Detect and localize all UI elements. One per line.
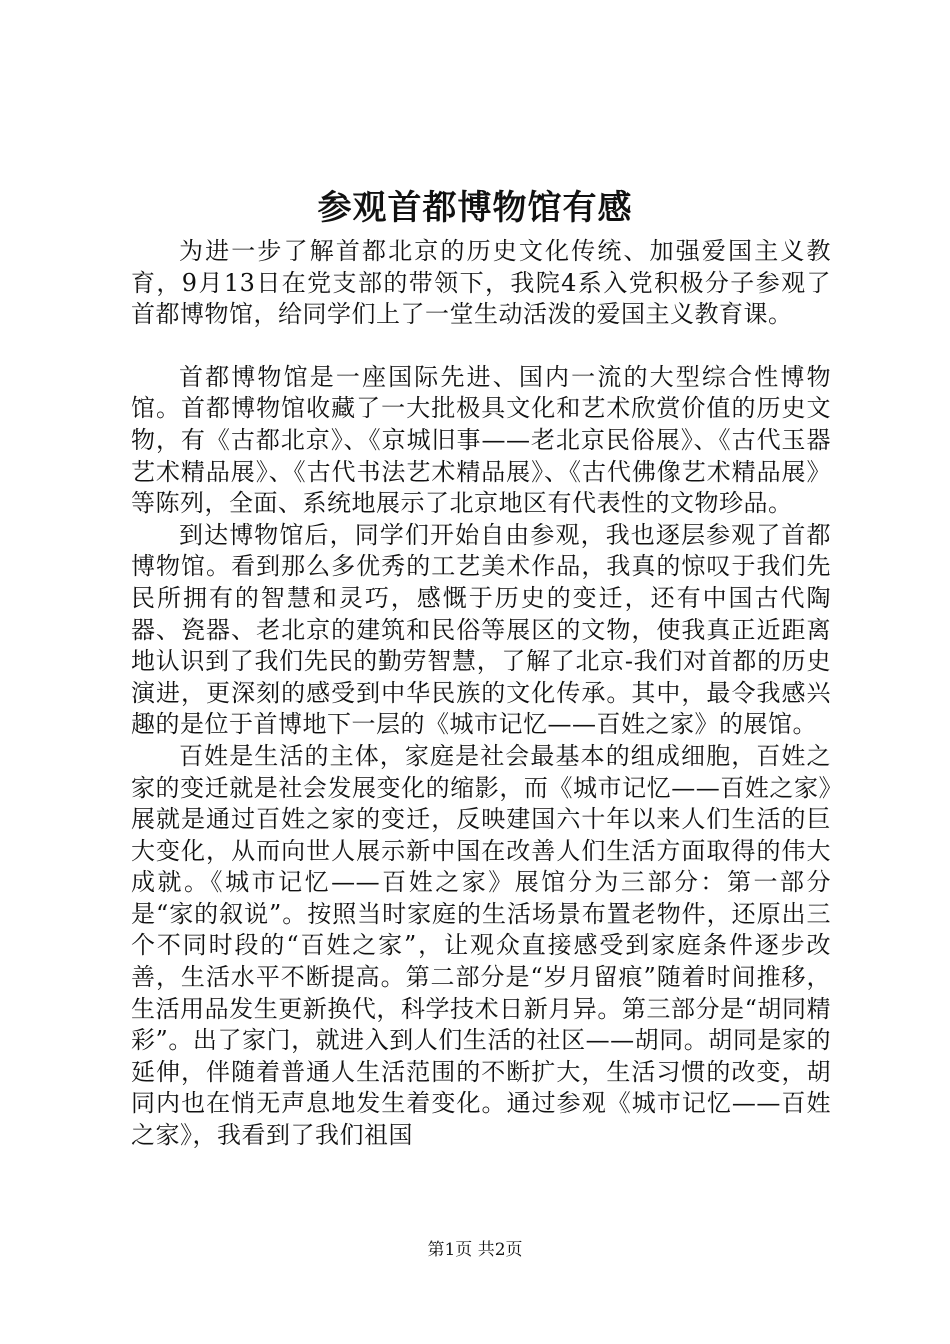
- paragraph-museum-overview: 首都博物馆是一座国际先进、国内一流的大型综合性博物馆。首都博物馆收藏了一大批极具文化和艺术欣赏价值的历史文物，有《古都北京》、《京城旧事——老北京民俗展》、《古代玉器艺术精品展》、《古代书法艺术精品展》、《古代佛像艺术精品展》等陈列，全面、系统地展示了北京地区有代表性的文物珍品。: [131, 362, 831, 518]
- paragraph-city-memory-exhibit: 百姓是生活的主体，家庭是社会最基本的组成细胞，百姓之家的变迁就是社会发展变化的缩影，而《城市记忆——百姓之家》展就是通过百姓之家的变迁，反映建国六十年以来人们生活的巨大变化，从而向世人展示新中国在改善人们生活方面取得的伟大成就。《城市记忆——百姓之家》展馆分为三部分：第一部分是“家的叙说”。按照当时家庭的生活场景布置老物件，还原出三个不同时段的“百姓之家”，让观众直接感受到家庭条件逐步改善，生活水平不断提高。第二部分是“岁月留痕”随着时间推移，生活用品发生更新换代，科学技术日新月异。第三部分是“胡同精彩”。出了家门，就进入到人们生活的社区——胡同。胡同是家的延伸，伴随着普通人生活范围的不断扩大，生活习惯的改变，胡同内也在悄无声息地发生着变化。通过参观《城市记忆——百姓之家》，我看到了我们祖国: [131, 741, 831, 1150]
- paragraph-visit-experience: 到达博物馆后，同学们开始自由参观，我也逐层参观了首都博物馆。看到那么多优秀的工艺美术作品，我真的惊叹于我们先民所拥有的智慧和灵巧，感慨于历史的变迁，还有中国古代陶器、瓷器、老北京的建筑和民俗等展区的文物，使我真正近距离地认识到了我们先民的勤劳智慧，了解了北京-我们对首都的历史演进，更深刻的感受到中华民族的文化传承。其中，最令我感兴趣的是位于首博地下一层的《城市记忆——百姓之家》的展馆。: [131, 520, 831, 739]
- paragraph-intro: 为进一步了解首都北京的历史文化传统、加强爱国主义教育，9月13日在党支部的带领下，我院4系入党积极分子参观了首都博物馆，给同学们上了一堂生动活泼的爱国主义教育课。: [131, 237, 831, 329]
- document-body: [131, 236, 831, 1152]
- document-title: 参观首都博物馆有感: [317, 188, 633, 228]
- page-number-footer: 第1页 共2页: [427, 1240, 523, 1260]
